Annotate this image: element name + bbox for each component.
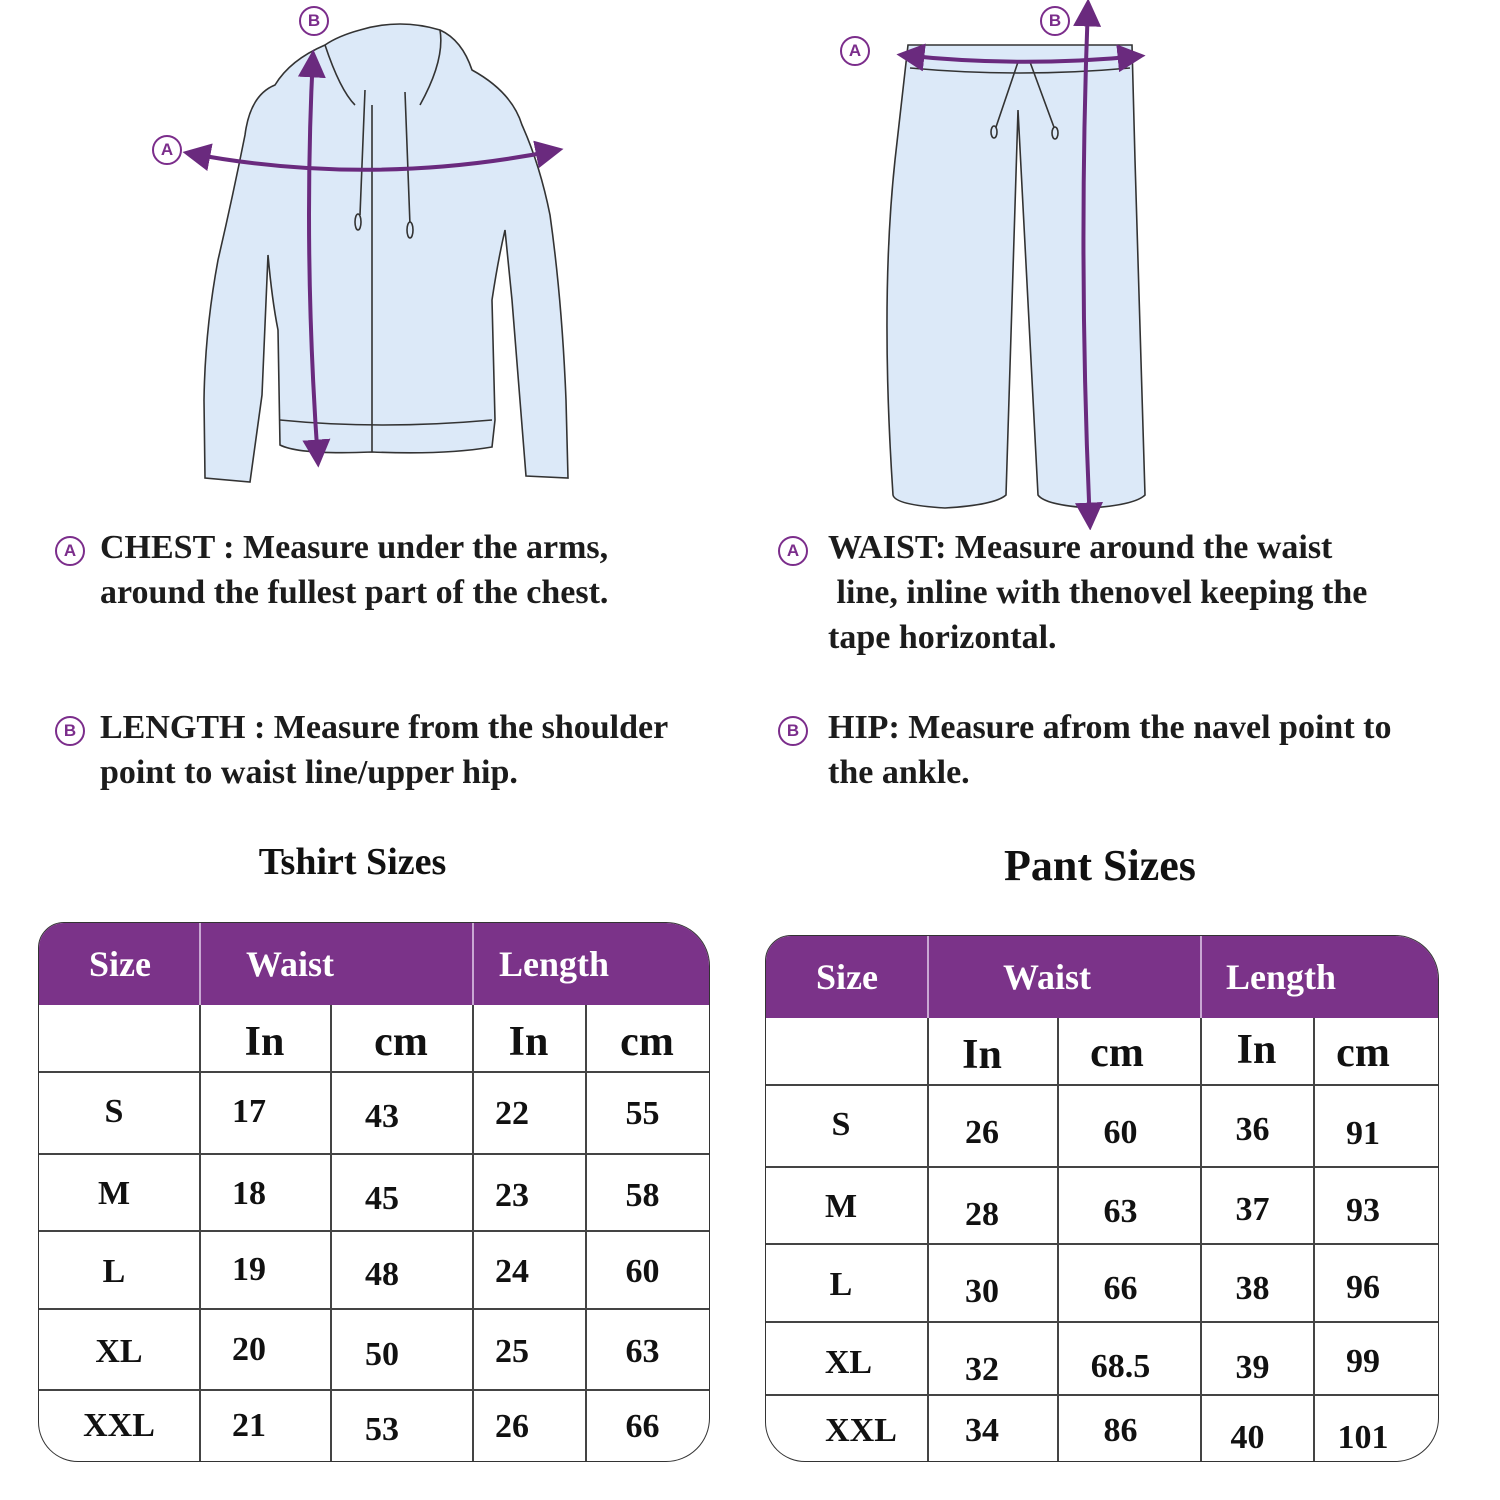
pant-row-divider xyxy=(766,1166,1438,1168)
pants-badge-a: A xyxy=(840,36,870,66)
pant-length-cm-cell: 93 xyxy=(1346,1192,1380,1229)
pants-illustration xyxy=(860,0,1180,530)
tshirt-size-cell: M xyxy=(97,1175,131,1212)
tshirt-table-header xyxy=(39,923,709,1005)
pant-row-divider xyxy=(766,1394,1438,1396)
pant-header-waist: Waist xyxy=(1003,957,1092,997)
waist-badge: A xyxy=(778,536,808,566)
pant-unit-length-cm: cm xyxy=(1336,1030,1390,1076)
tshirt-size-cell: L xyxy=(102,1253,126,1290)
hoodie-icon xyxy=(204,24,568,482)
tshirt-col-divider xyxy=(472,1005,474,1461)
pant-length-in-cell: 39 xyxy=(1235,1349,1270,1386)
tshirt-col-divider xyxy=(199,1005,201,1461)
tshirt-row-divider xyxy=(39,1308,709,1310)
pant-length-cm-cell: 96 xyxy=(1346,1269,1380,1306)
tshirt-header-size: Size xyxy=(89,944,151,984)
tshirt-waist-cm-cell: 53 xyxy=(365,1411,399,1448)
pant-waist-in-cell: 32 xyxy=(965,1351,999,1388)
tshirt-waist-in-cell: 20 xyxy=(232,1331,266,1368)
hip-line-1: HIP: Measure afrom the navel point to xyxy=(828,709,1392,746)
pant-table-header xyxy=(766,936,1438,1018)
pant-unit-waist-in: In xyxy=(962,1032,1002,1078)
pant-waist-cm-cell: 68.5 xyxy=(1090,1348,1151,1385)
tshirt-row-divider xyxy=(39,1230,709,1232)
pant-length-in-cell: 36 xyxy=(1235,1111,1270,1148)
tshirt-length-cm-cell: 60 xyxy=(625,1253,660,1290)
tshirt-col-divider xyxy=(585,1005,587,1461)
chest-line-2: around the fullest part of the chest. xyxy=(100,574,609,611)
tshirt-unit-length-in: In xyxy=(508,1019,549,1065)
tshirt-length-in-cell: 24 xyxy=(495,1253,529,1290)
tshirt-waist-cm-cell: 48 xyxy=(365,1256,399,1293)
pant-size-cell: L xyxy=(829,1266,853,1303)
pant-unit-length-in: In xyxy=(1236,1027,1277,1073)
chest-line-1: CHEST : Measure under the arms, xyxy=(100,529,609,566)
tshirt-header-divider xyxy=(472,923,474,1005)
tshirt-length-cm-cell: 55 xyxy=(625,1095,660,1132)
tshirt-waist-in-cell: 21 xyxy=(232,1407,266,1444)
pant-waist-cm-cell: 86 xyxy=(1103,1412,1138,1449)
pant-size-cell: M xyxy=(824,1188,858,1225)
hoodie-illustration xyxy=(150,0,580,500)
tshirt-length-in-cell: 25 xyxy=(495,1333,529,1370)
pant-length-cm-cell: 99 xyxy=(1346,1343,1380,1380)
tshirt-unit-waist-cm: cm xyxy=(374,1019,428,1065)
tshirt-row-divider xyxy=(39,1389,709,1391)
pant-length-in-cell: 40 xyxy=(1230,1419,1265,1456)
tshirt-length-cm-cell: 58 xyxy=(625,1177,660,1214)
chest-description xyxy=(100,525,608,615)
tshirt-length-in-cell: 23 xyxy=(495,1177,529,1214)
pant-waist-cm-cell: 60 xyxy=(1103,1114,1138,1151)
length-line-2: point to waist line/upper hip. xyxy=(100,754,518,791)
tshirt-length-cm-cell: 63 xyxy=(625,1333,660,1370)
tshirt-col-divider xyxy=(330,1005,332,1461)
pant-length-in-cell: 38 xyxy=(1235,1270,1270,1307)
hip-description xyxy=(828,705,1391,795)
pant-length-cm-cell: 101 xyxy=(1337,1419,1389,1456)
tshirt-row-divider xyxy=(39,1071,709,1073)
tshirt-size-cell: XXL xyxy=(83,1407,155,1444)
tshirt-header-waist: Waist xyxy=(246,944,335,984)
pant-waist-in-cell: 26 xyxy=(965,1114,999,1151)
chest-badge: A xyxy=(55,536,85,566)
hip-line-2: the ankle. xyxy=(828,754,970,791)
pant-waist-in-cell: 28 xyxy=(965,1196,999,1233)
pant-size-table xyxy=(765,935,1439,1462)
length-badge: B xyxy=(55,716,85,746)
pant-length-in-cell: 37 xyxy=(1235,1191,1270,1228)
length-description xyxy=(100,705,668,795)
tshirt-waist-cm-cell: 43 xyxy=(365,1098,399,1135)
tshirt-row-divider xyxy=(39,1153,709,1155)
tshirt-waist-cm-cell: 45 xyxy=(365,1180,399,1217)
length-line-1: LENGTH : Measure from the shoulder xyxy=(100,709,669,746)
pant-size-cell: XL xyxy=(824,1344,873,1381)
pant-waist-in-cell: 34 xyxy=(965,1412,999,1449)
waist-line-2: line, inline with thenovel keeping the xyxy=(828,574,1368,611)
tshirt-waist-cm-cell: 50 xyxy=(365,1336,399,1373)
tshirt-waist-in-cell: 17 xyxy=(232,1093,266,1130)
tshirt-size-cell: XL xyxy=(95,1333,143,1370)
tshirt-size-table xyxy=(38,922,710,1462)
pant-length-cm-cell: 91 xyxy=(1346,1115,1380,1152)
tshirt-size-cell: S xyxy=(104,1093,124,1130)
tshirt-header-length: Length xyxy=(499,944,610,984)
waist-description xyxy=(828,525,1367,660)
pant-size-cell: XXL xyxy=(825,1412,897,1449)
hip-badge: B xyxy=(778,716,808,746)
pant-row-divider xyxy=(766,1321,1438,1323)
pant-waist-cm-cell: 63 xyxy=(1103,1193,1138,1230)
pant-unit-waist-cm: cm xyxy=(1090,1030,1144,1076)
pant-waist-in-cell: 30 xyxy=(965,1273,999,1310)
tshirt-table-title: Tshirt Sizes xyxy=(258,841,447,883)
hoodie-badge-b: B xyxy=(299,6,329,36)
waist-line-3: tape horizontal. xyxy=(828,619,1057,656)
pant-header-size: Size xyxy=(816,957,878,997)
hoodie-badge-a: A xyxy=(152,135,182,165)
tshirt-waist-in-cell: 18 xyxy=(232,1175,266,1212)
tshirt-length-in-cell: 26 xyxy=(495,1408,529,1445)
pant-header-length: Length xyxy=(1226,957,1337,997)
tshirt-unit-waist-in: In xyxy=(244,1019,285,1065)
pant-row-divider xyxy=(766,1243,1438,1245)
pants-icon xyxy=(887,45,1145,508)
tshirt-unit-length-cm: cm xyxy=(620,1019,674,1065)
pant-header-divider xyxy=(927,936,929,1018)
tshirt-length-in-cell: 22 xyxy=(495,1095,529,1132)
pant-row-divider xyxy=(766,1084,1438,1086)
pant-header-divider xyxy=(1200,936,1202,1018)
waist-line-1: WAIST: Measure around the waist xyxy=(828,529,1333,566)
tshirt-waist-in-cell: 19 xyxy=(232,1251,266,1288)
pant-waist-cm-cell: 66 xyxy=(1103,1270,1138,1307)
pants-badge-b: B xyxy=(1040,6,1070,36)
tshirt-header-divider xyxy=(199,923,201,1005)
tshirt-length-cm-cell: 66 xyxy=(625,1408,660,1445)
pant-size-cell: S xyxy=(831,1106,851,1143)
pant-table-title: Pant Sizes xyxy=(1004,841,1196,890)
